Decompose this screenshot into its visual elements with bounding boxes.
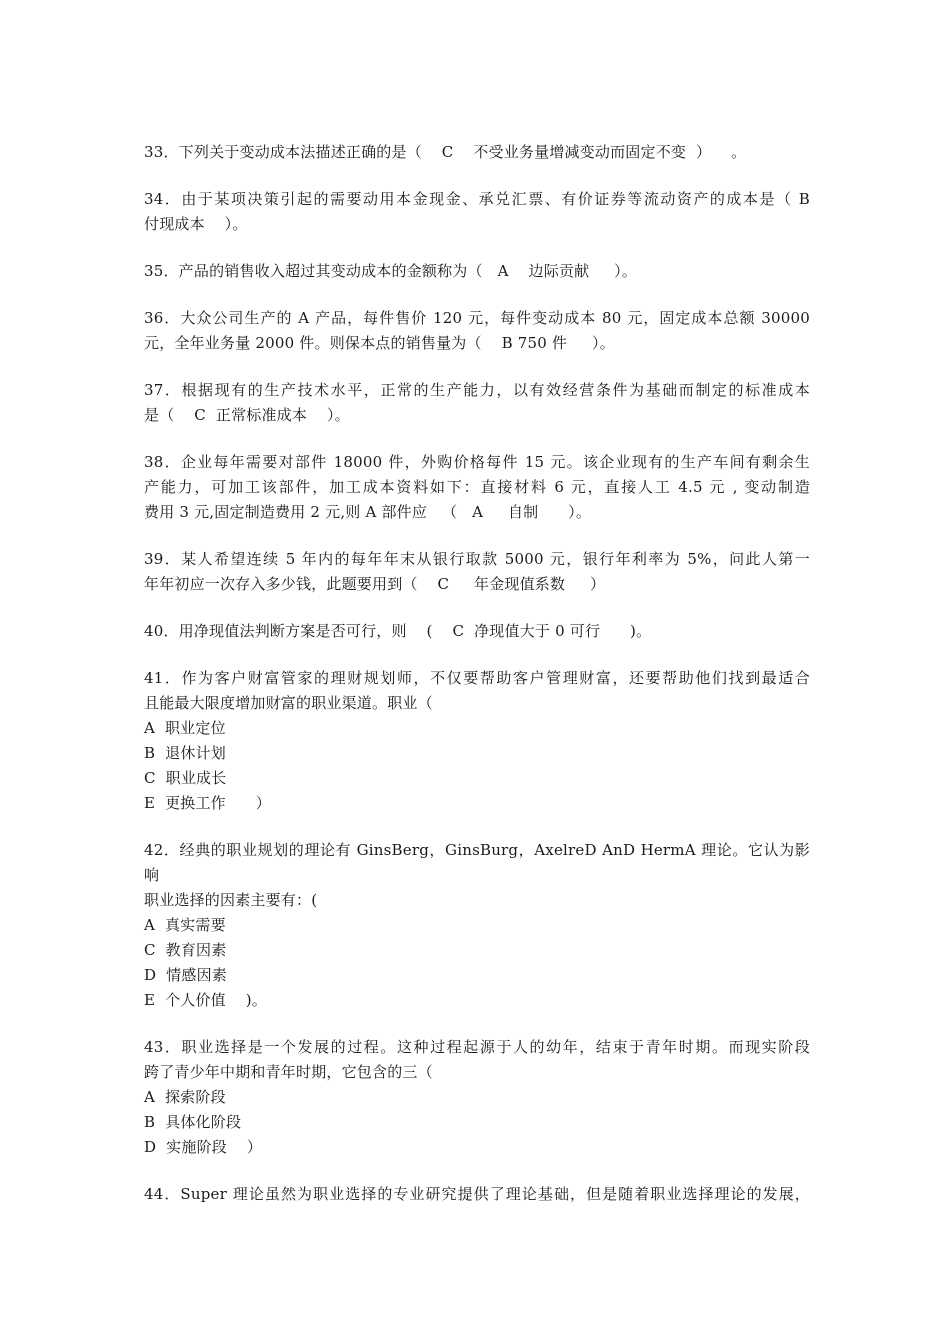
question-line: 付现成本 ）。 bbox=[144, 215, 248, 233]
question-item bbox=[144, 259, 810, 284]
question-line: A 真实需要 bbox=[144, 916, 226, 934]
document-page bbox=[144, 140, 810, 1229]
question-item bbox=[144, 378, 810, 428]
question-text: 39．某人希望连续 5 年内的每年年末从银行取款 5000 元，银行年利率为 5%，问此人第一 bbox=[144, 550, 810, 568]
question-line: A 探索阶段 bbox=[144, 1088, 226, 1106]
question-text: 41．作为客户财富管家的理财规划师，不仅要帮助客户管理财富，还要帮助他们找到最适合 bbox=[144, 669, 810, 687]
question-line: 产能力，可加工该部件，加工成本资料如下：直接材料 6 元，直接人工 4.5 元 , 变动制造 bbox=[144, 478, 810, 496]
question-item bbox=[144, 1182, 810, 1207]
question-text: 37．根据现有的生产技术水平，正常的生产能力，以有效经营条件为基础而制定的标准成本 bbox=[144, 381, 810, 399]
question-text: 34．由于某项决策引起的需要动用本金现金、承兑汇票、有价证券等流动资产的成本是（ B bbox=[144, 190, 810, 208]
question-item bbox=[144, 140, 810, 165]
question-line: 年年初应一次存入多少钱，此题要用到（ C 年金现值系数 ） bbox=[144, 575, 606, 593]
question-item bbox=[144, 619, 810, 644]
question-text: 42．经典的职业规划的理论有 GinsBerg，GinsBurg，AxelreD AnD HermA 理论。它认为影响 bbox=[144, 841, 810, 884]
question-line: E 个人价值 )。 bbox=[144, 991, 268, 1009]
question-line: 元，全年业务量 2000 件。则保本点的销售量为（ B 750 件 ）。 bbox=[144, 334, 615, 352]
question-item bbox=[144, 666, 810, 816]
question-line: C 教育因素 bbox=[144, 941, 227, 959]
question-line: D 情感因素 bbox=[144, 966, 227, 984]
question-item bbox=[144, 187, 810, 237]
question-line: D 实施阶段 ） bbox=[144, 1138, 263, 1156]
question-item bbox=[144, 838, 810, 1013]
question-item bbox=[144, 547, 810, 597]
question-text: 35．产品的销售收入超过其变动成本的金额称为（ A 边际贡献 ）。 bbox=[144, 262, 638, 280]
question-line: 是（ C 正常标准成本 ）。 bbox=[144, 406, 350, 424]
question-line: 跨了青少年中期和青年时期，它包含的三（ bbox=[144, 1063, 433, 1081]
question-line: 且能最大限度增加财富的职业渠道。职业（ bbox=[144, 694, 433, 712]
question-item bbox=[144, 1035, 810, 1160]
question-line: C 职业成长 bbox=[144, 769, 227, 787]
question-line: B 具体化阶段 bbox=[144, 1113, 242, 1131]
question-text: 43．职业选择是一个发展的过程。这种过程起源于人的幼年，结束于青年时期。而现实阶段 bbox=[144, 1038, 810, 1056]
question-text: 38．企业每年需要对部件 18000 件，外购价格每件 15 元。该企业现有的生产车间有剩余生 bbox=[144, 453, 810, 471]
question-line: A 职业定位 bbox=[144, 719, 226, 737]
question-line: B 退休计划 bbox=[144, 744, 226, 762]
question-line: E 更换工作 ） bbox=[144, 794, 271, 812]
question-text: 33．下列关于变动成本法描述正确的是（ C 不受业务量增减变动而固定不变 ） 。 bbox=[144, 143, 747, 161]
question-line: 职业选择的因素主要有：( bbox=[144, 891, 318, 909]
question-text: 40．用净现值法判断方案是否可行，则 ( C 净现值大于 0 可行 )。 bbox=[144, 622, 652, 640]
question-text: 36．大众公司生产的 A 产品，每件售价 120 元，每件变动成本 80 元，固定成本总额 30000 bbox=[144, 309, 810, 327]
question-text: 44．Super 理论虽然为职业选择的专业研究提供了理论基础，但是随着职业选择理论的发展， bbox=[144, 1185, 810, 1203]
question-item bbox=[144, 450, 810, 525]
question-item bbox=[144, 306, 810, 356]
question-line: 费用 3 元,固定制造费用 2 元,则 A 部件应 （ A 自制 ）。 bbox=[144, 503, 592, 521]
